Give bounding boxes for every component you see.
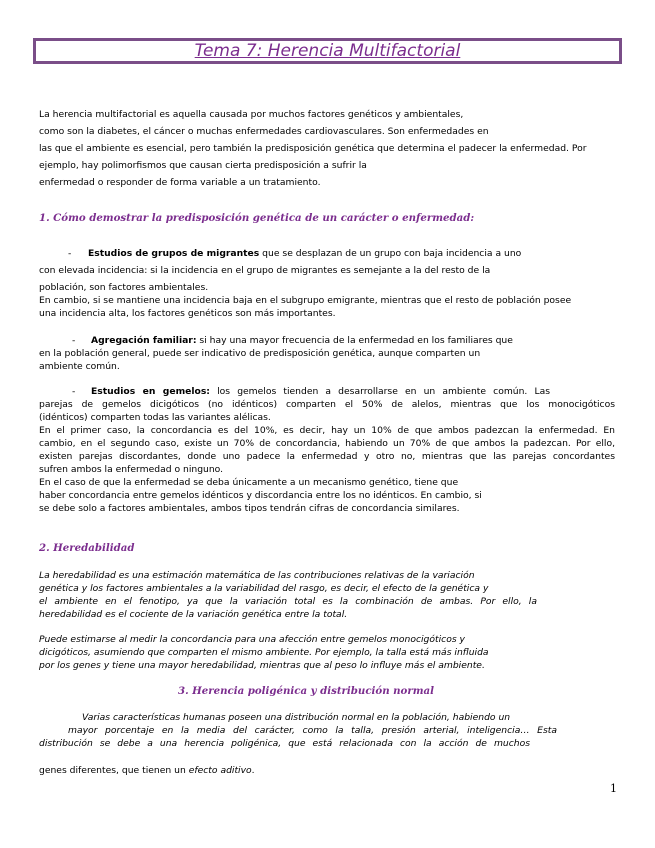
intro-line: ejemplo, hay polimorfismos que causan cierta predisposición a sufrir la xyxy=(39,160,367,171)
migrants-line: En cambio, si se mantiene una incidencia baja en el subgrupo emigrante, mientras que el resto de población posee xyxy=(39,295,572,306)
migrants-term: Estudios de grupos de migrantes xyxy=(88,248,260,259)
migrants-first-line xyxy=(88,247,521,260)
bullet-dash: - xyxy=(72,386,76,397)
heritability-line: La heredabilidad es una estimación matemática de las contribuciones relativas de la variación xyxy=(39,570,475,581)
twins-first-text: los gemelos tienden a desarrollarse en un ambiente común. Las xyxy=(209,386,550,397)
twins-line: cambio, en el segundo caso, existe un 70% de concordancia, habiendo un 70% de que ambos la padezcan. Por ello, xyxy=(39,438,615,449)
polygenic-italic-term: efecto aditivo xyxy=(188,765,252,776)
heritability-line: genética y los factores ambientales a la variabilidad del rasgo, es decir, el efecto de la genética y xyxy=(39,583,489,594)
twins-line: En el caso de que la enfermedad se deba únicamente a un mecanismo genético, tiene que xyxy=(39,477,459,488)
intro-line: enfermedad o responder de forma variable a un tratamiento. xyxy=(39,177,321,188)
migrants-line: una incidencia alta, los factores genéticos son más importantes. xyxy=(39,308,336,319)
page-title: Tema 7: Herencia Multifactorial xyxy=(194,41,461,61)
polygenic-last-line xyxy=(39,764,255,777)
twins-first-line xyxy=(91,385,550,398)
twins-line: sufren ambos la enfermedad o ninguno. xyxy=(39,464,224,475)
bullet-dash: - xyxy=(72,335,76,346)
bullet-dash: - xyxy=(68,248,72,259)
family-first-line xyxy=(91,334,513,347)
migrants-first-text: que se desplazan de un grupo con baja incidencia a uno xyxy=(259,248,522,259)
title-box xyxy=(33,38,622,64)
heritability-line: el ambiente en el fenotipo, ya que la variación total es la combinación de ambas. Por ello, la xyxy=(39,596,537,607)
twins-line: parejas de gemelos dicigóticos (no idénticos) comparten el 50% de alelos, mientras que los monocigóticos xyxy=(39,399,615,410)
twins-line: existen parejas discordantes, donde uno padece la enfermedad y otro no, mientras que las parejas concordantes xyxy=(39,451,615,462)
family-line: ambiente común. xyxy=(39,361,120,372)
family-first-text: si hay una mayor frecuencia de la enfermedad en los familiares que xyxy=(196,335,513,346)
heritability-line: Puede estimarse al medir la concordancia para una afección entre gemelos monocigóticos y xyxy=(39,634,465,645)
section-1-heading: 1. Cómo demostrar la predisposición genética de un carácter o enfermedad: xyxy=(39,212,475,224)
polygenic-line: mayor porcentaje en la media del carácter, como la talla, presión arterial, inteligencia… Esta xyxy=(68,725,557,736)
twins-line: se debe solo a factores ambientales, ambos tipos tendrán cifras de concordancia similares. xyxy=(39,503,460,514)
section-2-heading: 2. Heredabilidad xyxy=(39,542,135,554)
migrants-line: con elevada incidencia: si la incidencia en el grupo de migrantes es semejante a la del resto de la xyxy=(39,265,491,276)
twins-line: (idénticos) comparten todas las variantes alélicas. xyxy=(39,412,271,423)
heritability-line: heredabilidad es el cociente de la variación genética entre la total. xyxy=(39,609,348,620)
migrants-line: población, son factores ambientales. xyxy=(39,282,209,293)
twins-line: En el primer caso, la concordancia es del 10%, es decir, hay un 10% de que ambos padezcan la enfermedad. En xyxy=(39,425,615,436)
polygenic-line: Varias características humanas poseen una distribución normal en la población, habiendo un xyxy=(82,712,511,723)
polygenic-last-prefix: genes diferentes, que tienen un xyxy=(39,765,189,776)
intro-line: La herencia multifactorial es aquella causada por muchos factores genéticos y ambientales, xyxy=(39,109,464,120)
twins-term: Estudios en gemelos: xyxy=(91,386,210,397)
section-3-heading: 3. Herencia poligénica y distribución normal xyxy=(178,685,434,697)
twins-line: haber concordancia entre gemelos idénticos y discordancia entre los no idénticos. En cambio, si xyxy=(39,490,482,501)
family-line: en la población general, puede ser indicativo de predisposición genética, aunque comparten un xyxy=(39,348,481,359)
heritability-line: por los genes y tiene una mayor heredabilidad, mientras que al peso lo influye más el ambiente. xyxy=(39,660,485,671)
family-term: Agregación familiar: xyxy=(91,335,197,346)
page-number: 1 xyxy=(610,782,617,795)
intro-line: como son la diabetes, el cáncer o muchas enfermedades cardiovasculares. Son enfermedades en xyxy=(39,126,489,137)
polygenic-last-suffix: . xyxy=(251,765,255,776)
heritability-line: dicigóticos, asumiendo que comparten el mismo ambiente. Por ejemplo, la talla está más influida xyxy=(39,647,489,658)
polygenic-line: distribución se debe a una herencia poligénica, que está relacionada con la acción de muchos xyxy=(39,738,530,749)
intro-line: las que el ambiente es esencial, pero también la predisposición genética que determina el padecer la enfermedad. Por xyxy=(39,143,587,154)
